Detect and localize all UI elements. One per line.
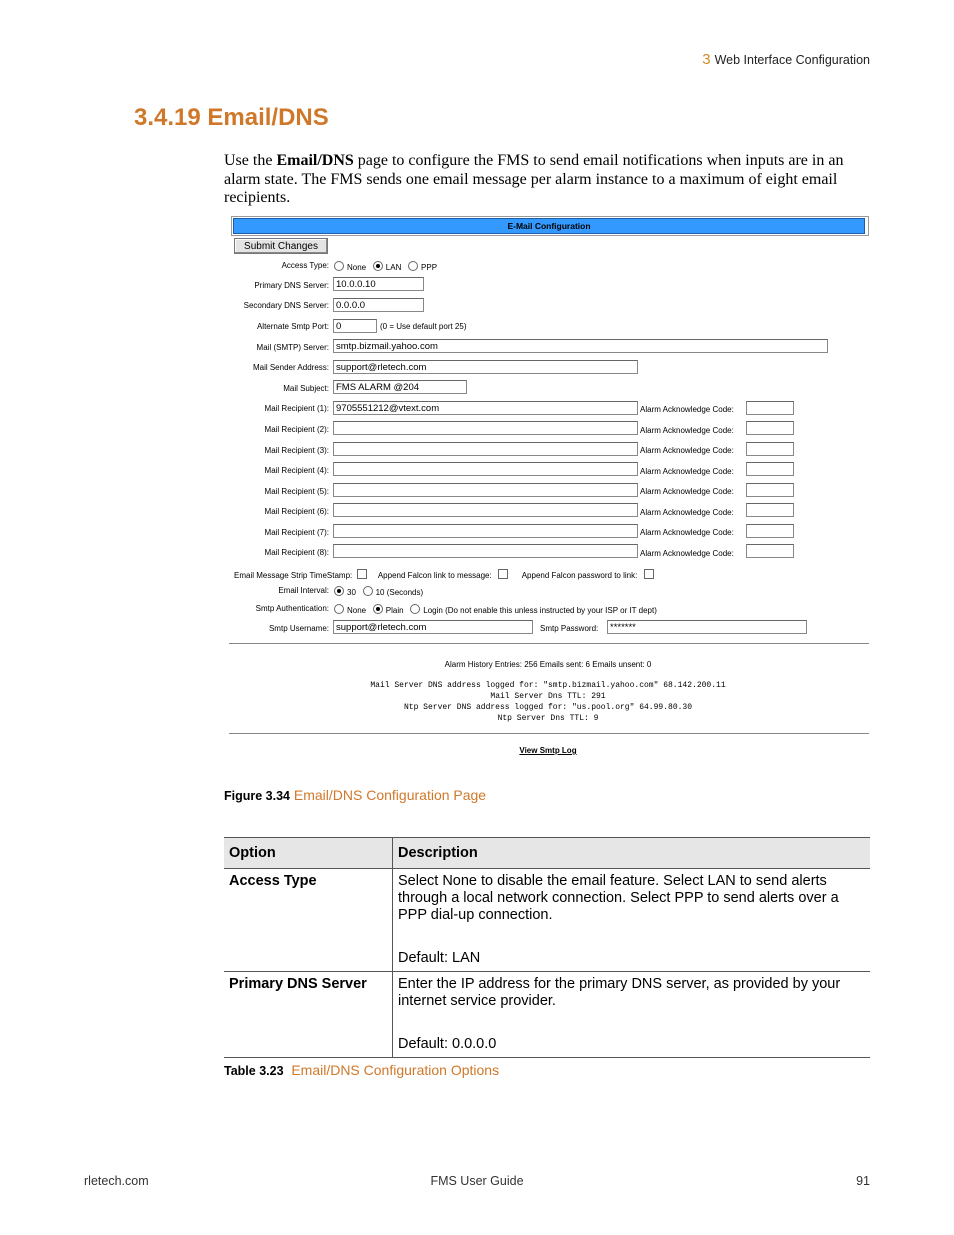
option-cell: Access Type bbox=[224, 869, 393, 972]
recipient-input[interactable] bbox=[333, 421, 638, 435]
default-value: Default: LAN bbox=[398, 950, 481, 966]
submit-changes-button[interactable]: Submit Changes bbox=[234, 238, 328, 254]
ack-code-input[interactable] bbox=[746, 442, 794, 456]
recipient-label: Mail Recipient (4): bbox=[264, 466, 329, 475]
recipient-input[interactable]: 9705551212@vtext.com bbox=[333, 401, 638, 415]
table-row bbox=[224, 869, 870, 972]
smtp-server-input[interactable]: smtp.bizmail.yahoo.com bbox=[333, 339, 828, 353]
sender-input[interactable]: support@rletech.com bbox=[333, 360, 638, 374]
alarm-history-stats: Alarm History Entries: 256 Emails sent: 6 Emails unsent: 0 bbox=[444, 660, 652, 669]
running-header bbox=[702, 51, 870, 68]
smtp-password-input[interactable]: ******* bbox=[607, 620, 807, 634]
chapter-number: 3 bbox=[702, 51, 711, 68]
auth-login-label: Login (Do not enable this unless instructed by your ISP or IT dept) bbox=[423, 606, 657, 615]
recipient-label: Mail Recipient (3): bbox=[264, 446, 329, 455]
append-link-checkbox[interactable] bbox=[498, 569, 508, 579]
intro-bold: Email/DNS bbox=[276, 152, 354, 169]
interval-10-label: 10 (Seconds) bbox=[375, 588, 424, 597]
ack-code-label: Alarm Acknowledge Code: bbox=[640, 549, 734, 558]
chapter-title: Web Interface Configuration bbox=[714, 53, 870, 67]
auth-plain-label: Plain bbox=[385, 606, 404, 615]
auth-none-label: None bbox=[347, 606, 367, 615]
auth-none-radio[interactable] bbox=[334, 604, 344, 614]
auth-login-radio[interactable] bbox=[410, 604, 420, 614]
table-header-row bbox=[224, 838, 870, 869]
figure-number: Figure 3.34 bbox=[224, 789, 290, 803]
option-cell: Primary DNS Server bbox=[224, 972, 393, 1058]
ack-code-input[interactable] bbox=[746, 462, 794, 476]
access-type-options bbox=[334, 261, 437, 272]
recipient-input[interactable] bbox=[333, 442, 638, 456]
recipient-label: Mail Recipient (5): bbox=[264, 487, 329, 496]
alt-port-input[interactable]: 0 bbox=[333, 319, 377, 333]
access-ppp-label: PPP bbox=[421, 263, 438, 272]
table-caption bbox=[224, 1062, 499, 1078]
strip-timestamp-label: Email Message Strip TimeStamp: bbox=[234, 571, 353, 580]
access-none-radio[interactable] bbox=[334, 261, 344, 271]
ack-code-label: Alarm Acknowledge Code: bbox=[640, 487, 734, 496]
recipient-label: Mail Recipient (8): bbox=[264, 548, 329, 557]
ack-code-label: Alarm Acknowledge Code: bbox=[640, 426, 734, 435]
ack-code-input[interactable] bbox=[746, 401, 794, 415]
recipient-input[interactable] bbox=[333, 483, 638, 497]
dns-log-line: Mail Server DNS address logged for: "smtp.bizmail.yahoo.com" 68.142.200.11 bbox=[370, 681, 726, 690]
description-cell bbox=[393, 972, 871, 1058]
table-number: Table 3.23 bbox=[224, 1064, 284, 1078]
interval-30-label: 30 bbox=[347, 588, 356, 597]
access-none-label: None bbox=[347, 263, 367, 272]
recipient-input[interactable] bbox=[333, 524, 638, 538]
sender-label: Mail Sender Address: bbox=[252, 363, 329, 372]
recipient-input[interactable] bbox=[333, 544, 638, 558]
header-option: Option bbox=[224, 838, 393, 869]
intro-pre: Use the bbox=[224, 152, 277, 169]
recipient-label: Mail Recipient (7): bbox=[264, 528, 329, 537]
access-lan-radio[interactable] bbox=[373, 261, 383, 271]
interval-30-radio[interactable] bbox=[334, 586, 344, 596]
description-text: Select None to disable the email feature. Select LAN to send alerts through a local network connection. Select PPP to send alerts over a PPP dial-up connection. bbox=[398, 873, 839, 923]
ack-code-label: Alarm Acknowledge Code: bbox=[640, 405, 734, 414]
append-link-label: Append Falcon link to message: bbox=[377, 571, 492, 580]
alt-port-label: Alternate Smtp Port: bbox=[256, 322, 329, 331]
ack-code-input[interactable] bbox=[746, 483, 794, 497]
ack-code-label: Alarm Acknowledge Code: bbox=[640, 446, 734, 455]
smtp-auth-options bbox=[334, 604, 657, 615]
ack-code-label: Alarm Acknowledge Code: bbox=[640, 528, 734, 537]
section-title: 3.4.19 Email/DNS bbox=[134, 104, 329, 131]
recipient-label: Mail Recipient (2): bbox=[264, 425, 329, 434]
view-smtp-log-link[interactable]: View Smtp Log bbox=[519, 746, 577, 755]
dns-log-line: Ntp Server Dns TTL: 9 bbox=[497, 714, 599, 723]
ack-code-label: Alarm Acknowledge Code: bbox=[640, 467, 734, 476]
divider-top bbox=[229, 643, 869, 644]
dns-log-line: Ntp Server DNS address logged for: "us.pool.org" 64.99.80.30 bbox=[403, 703, 693, 712]
page-number: 91 bbox=[856, 1174, 870, 1188]
strip-timestamp-checkbox[interactable] bbox=[357, 569, 367, 579]
recipient-input[interactable] bbox=[333, 462, 638, 476]
smtp-username-input[interactable]: support@rletech.com bbox=[333, 620, 533, 634]
interval-10-radio[interactable] bbox=[363, 586, 373, 596]
figure-title: Email/DNS Configuration Page bbox=[293, 787, 487, 803]
secondary-dns-input[interactable]: 0.0.0.0 bbox=[333, 298, 424, 312]
email-config-screenshot bbox=[224, 214, 872, 764]
table-title: Email/DNS Configuration Options bbox=[291, 1062, 500, 1078]
ack-code-input[interactable] bbox=[746, 544, 794, 558]
intro-paragraph bbox=[224, 152, 874, 208]
divider-bottom bbox=[229, 733, 869, 734]
ack-code-input[interactable] bbox=[746, 524, 794, 538]
description-text: Enter the IP address for the primary DNS server, as provided by your internet service provider. bbox=[398, 976, 841, 1009]
append-password-checkbox[interactable] bbox=[644, 569, 654, 579]
recipient-input[interactable] bbox=[333, 503, 638, 517]
access-type-label: Access Type: bbox=[281, 261, 329, 270]
default-value: Default: 0.0.0.0 bbox=[398, 1036, 497, 1052]
smtp-auth-label: Smtp Authentication: bbox=[255, 604, 329, 613]
ack-code-label: Alarm Acknowledge Code: bbox=[640, 508, 734, 517]
subject-input[interactable]: FMS ALARM @204 bbox=[333, 380, 467, 394]
config-title-bar: E-Mail Configuration bbox=[233, 218, 865, 234]
access-ppp-radio[interactable] bbox=[408, 261, 418, 271]
header-description: Description bbox=[393, 838, 871, 869]
figure-caption bbox=[224, 787, 486, 803]
description-cell bbox=[393, 869, 871, 972]
ack-code-input[interactable] bbox=[746, 421, 794, 435]
footer-left: rletech.com bbox=[84, 1174, 149, 1188]
access-lan-label: LAN bbox=[385, 263, 402, 272]
smtp-password-label: Smtp Password: bbox=[540, 624, 599, 633]
auth-plain-radio[interactable] bbox=[373, 604, 383, 614]
email-interval-label: Email Interval: bbox=[278, 586, 329, 595]
alt-port-hint: (0 = Use default port 25) bbox=[380, 322, 467, 331]
append-options-row bbox=[234, 569, 654, 580]
primary-dns-input[interactable]: 10.0.0.10 bbox=[333, 277, 424, 291]
footer-center: FMS User Guide bbox=[430, 1174, 524, 1188]
subject-label: Mail Subject: bbox=[283, 384, 329, 393]
dns-log-line: Mail Server Dns TTL: 291 bbox=[490, 692, 606, 701]
recipient-label: Mail Recipient (6): bbox=[264, 507, 329, 516]
recipient-label: Mail Recipient (1): bbox=[264, 404, 329, 413]
email-interval-options bbox=[334, 586, 423, 597]
ack-code-input[interactable] bbox=[746, 503, 794, 517]
smtp-server-label: Mail (SMTP) Server: bbox=[256, 343, 329, 352]
table-row bbox=[224, 972, 870, 1058]
options-table bbox=[224, 837, 870, 1058]
intro-post: page to configure the FMS to send email notifications when inputs are in an alarm state. The FMS sends one email message per alarm instance to a maximum of eight email recipients. bbox=[224, 152, 844, 206]
append-password-label: Append Falcon password to link: bbox=[521, 571, 638, 580]
primary-dns-label: Primary DNS Server: bbox=[254, 281, 329, 290]
secondary-dns-label: Secondary DNS Server: bbox=[243, 301, 329, 310]
smtp-username-label: Smtp Username: bbox=[268, 624, 329, 633]
